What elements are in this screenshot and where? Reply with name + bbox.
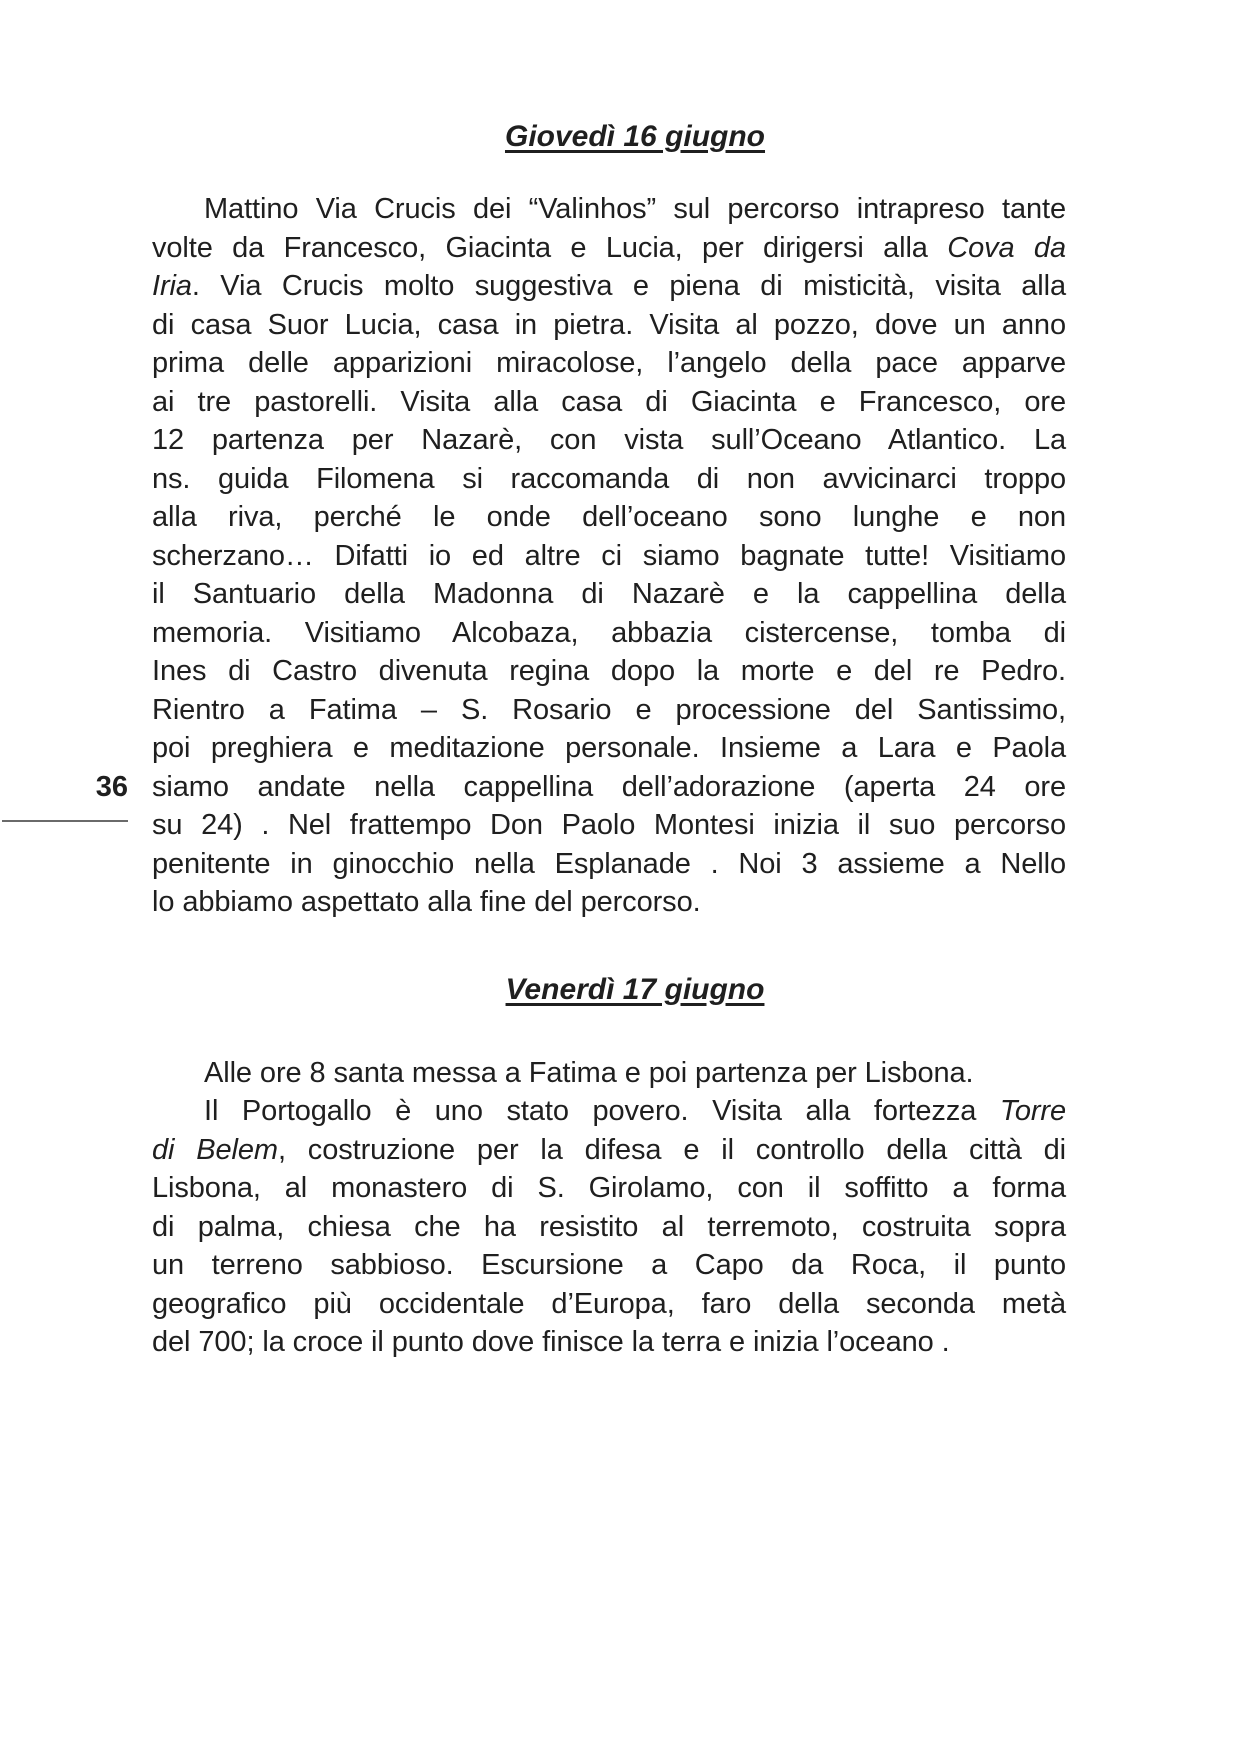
text-line: poi preghiera e meditazione personale. Insieme a Lara e Paola — [152, 732, 1066, 764]
text-line: geografico più occidentale d’Europa, faro della seconda metà — [152, 1287, 1066, 1320]
paragraph — [152, 1092, 1066, 1362]
text-line: volte da Francesco, Giacinta e Lucia, per dirigersi alla Cova da — [152, 231, 1066, 264]
text-line: Mattino Via Crucis dei “Valinhos” sul percorso intrapreso tante — [204, 193, 1066, 225]
margin-rule — [2, 820, 128, 822]
section-heading — [152, 119, 1066, 155]
text-line: memoria. Visitiamo Alcobaza, abbazia cistercense, tomba di — [152, 616, 1066, 649]
page-number: 36 — [95, 771, 128, 803]
section-heading-text: Giovedì 16 giugno — [504, 120, 766, 153]
text-line: Ines di Castro divenuta regina dopo la morte e del re Pedro. — [152, 655, 1066, 687]
text-line: 12 partenza per Nazarè, con vista sull’Oceano Atlantico. La — [152, 424, 1066, 456]
text-line: di Belem, costruzione per la difesa e il controllo della città di — [152, 1133, 1066, 1166]
section-heading-text: Venerdì 17 giugno — [505, 972, 765, 1006]
text-line: Alle ore 8 santa messa a Fatima e poi partenza per Lisbona. — [204, 1056, 974, 1089]
text-line: di palma, chiesa che ha resistito al terremoto, costruita sopra — [152, 1210, 1066, 1243]
text-line: siamo andate nella cappellina dell’adorazione (aperta 24 ore — [152, 770, 1066, 803]
paragraph — [152, 190, 1066, 922]
text-line: il Santuario della Madonna di Nazarè e la cappellina della — [152, 578, 1066, 610]
page-content — [152, 0, 1066, 1362]
text-line: un terreno sabbioso. Escursione a Capo da Roca, il punto — [152, 1249, 1066, 1281]
text-line: ns. guida Filomena si raccomanda di non avvicinarci troppo — [152, 462, 1066, 495]
text-line: su 24) . Nel frattempo Don Paolo Montesi inizia il suo percorso — [152, 809, 1066, 841]
text-line: alla riva, perché le onde dell’oceano sono lunghe e non — [152, 501, 1066, 533]
diary-section-0 — [152, 119, 1066, 922]
section-heading — [152, 972, 1066, 1008]
text-line: scherzano… Difatti io ed altre ci siamo bagnate tutte! Visitiamo — [152, 539, 1066, 572]
text-line: Lisbona, al monastero di S. Girolamo, con il soffitto a forma — [152, 1172, 1066, 1204]
paragraph — [152, 1054, 1066, 1093]
text-line: del 700; la croce il punto dove finisce la terra e inizia l’oceano . — [152, 1326, 950, 1358]
text-line: penitente in ginocchio nella Esplanade . Noi 3 assieme a Nello — [152, 847, 1066, 880]
text-line: ai tre pastorelli. Visita alla casa di Giacinta e Francesco, ore — [152, 385, 1066, 418]
text-line: Iria. Via Crucis molto suggestiva e piena di misticità, visita alla — [152, 270, 1066, 302]
text-line: prima delle apparizioni miracolose, l’angelo della pace apparve — [152, 347, 1066, 379]
text-line: lo abbiamo aspettato alla fine del percorso. — [152, 886, 701, 918]
text-line: di casa Suor Lucia, casa in pietra. Visita al pozzo, dove un anno — [152, 308, 1066, 341]
diary-section-1 — [152, 972, 1066, 1362]
text-line: Rientro a Fatima – S. Rosario e processione del Santissimo, — [152, 693, 1066, 726]
text-line: Il Portogallo è uno stato povero. Visita alla fortezza Torre — [204, 1095, 1066, 1127]
